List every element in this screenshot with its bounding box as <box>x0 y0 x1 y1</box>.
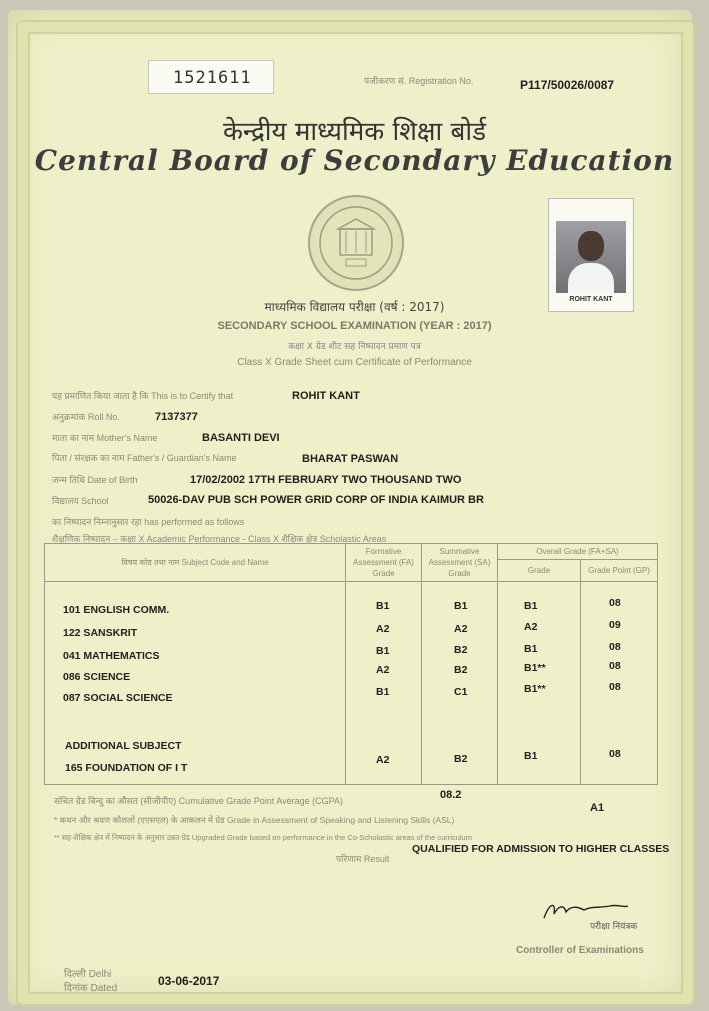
overall-grade: B1 <box>524 643 538 655</box>
issue-date: 03-06-2017 <box>158 974 220 988</box>
academic-performance-label: शैक्षणिक निष्पादन – कक्षा X Academic Performance - Class X शैक्षिक क्षेत्र Scholastic Areas <box>52 534 387 544</box>
place-label <box>64 966 111 980</box>
dated-label-hindi: दिनांक <box>64 983 88 994</box>
dob-label: जन्म तिथि Date of Birth <box>52 475 138 485</box>
grade-point-column <box>581 582 658 785</box>
serial-number: 1521611 <box>148 60 274 94</box>
place-label-english: Delhi <box>88 969 112 980</box>
grade-point: 08 <box>609 660 621 672</box>
header-grade-point: Grade Point (GP) <box>581 560 658 582</box>
cgpa-value: 08.2 <box>440 789 462 801</box>
additional-subject-label: ADDITIONAL SUBJECT <box>65 740 182 752</box>
board-name-english: Central Board of Secondary Education <box>34 144 675 177</box>
subject-name: 086 SCIENCE <box>63 671 131 683</box>
dated-label-english: Dated <box>90 983 118 994</box>
subject-name: 041 MATHEMATICS <box>63 650 160 662</box>
subject-name: 101 ENGLISH COMM. <box>63 604 170 616</box>
subjects-column <box>45 582 346 785</box>
header-fa: Formative Assessment (FA) Grade <box>346 544 422 582</box>
overall-grade: A2 <box>524 621 538 633</box>
asl-label: * कथन और श्रवण कौशलों (एएसएल) के आकलन में ग्रेड Grade in Assessment of Speaking and Listening Skills (ASL) <box>54 815 455 825</box>
grades-table <box>44 543 658 785</box>
school-label: विद्यालय School <box>52 496 109 506</box>
place-label-hindi: दिल्ली <box>64 969 86 980</box>
cgpa-label: संचित ग्रेड बिन्दु का औसत (सीजीपीए) Cumulative Grade Point Average (CGPA) <box>54 796 343 806</box>
board-name-hindi: केन्द्रीय माध्यमिक शिक्षा बोर्ड <box>222 117 487 147</box>
header-subject: विषय कोड तथा नाम Subject Code and Name <box>45 544 346 582</box>
father-name: BHARAT PASWAN <box>302 453 399 465</box>
grade-point: 08 <box>609 597 621 609</box>
certificate-type-english: Class X Grade Sheet cum Certificate of Performance <box>237 357 472 368</box>
performed-label: का निष्पादन निम्नानुसार रहा has performed as follows <box>52 517 245 527</box>
grade-point: 08 <box>609 641 621 653</box>
sa-grade: C1 <box>454 686 468 698</box>
controller-title-hindi: परीक्षा नियंत्रक <box>590 922 638 932</box>
fa-grade: A2 <box>376 754 390 766</box>
registration-number: P117/50026/0087 <box>520 78 615 92</box>
date-of-birth: 17/02/2002 17TH FEBRUARY TWO THOUSAND TWO <box>190 474 462 486</box>
cbse-emblem-icon <box>308 195 404 291</box>
header-sa: Summative Assessment (SA) Grade <box>422 544 498 582</box>
registration-label: पंजीकरण सं. Registration No. <box>364 76 474 86</box>
grade-point: 08 <box>609 748 621 760</box>
school-name: 50026-DAV PUB SCH POWER GRID CORP OF INDIA KAIMUR BR <box>148 494 484 506</box>
sa-grade: B2 <box>454 664 468 676</box>
overall-grade: B1 <box>524 750 538 762</box>
sa-grade: B1 <box>454 600 468 612</box>
student-photo <box>548 198 634 312</box>
exam-title-english: SECONDARY SCHOOL EXAMINATION (YEAR : 2017) <box>217 320 492 332</box>
overall-grade-column <box>498 582 581 785</box>
grade-point: 08 <box>609 681 621 693</box>
sa-column <box>422 582 498 785</box>
certificate-type-hindi: कक्षा X ग्रेड शीट सह निष्पादन प्रमाण पत्र <box>288 342 421 352</box>
fa-grade: A2 <box>376 664 390 676</box>
sa-grade: A2 <box>454 623 468 635</box>
photo-caption: ROHIT KANT <box>569 296 613 303</box>
student-name: ROHIT KANT <box>292 390 360 402</box>
mother-name: BASANTI DEVI <box>202 432 280 444</box>
fa-grade: B1 <box>376 645 390 657</box>
mother-label: माता का नाम Mother's Name <box>52 433 158 443</box>
fa-grade: B1 <box>376 600 390 612</box>
dated-label <box>64 980 117 994</box>
subject-name: 087 SOCIAL SCIENCE <box>63 692 173 704</box>
sa-grade: B2 <box>454 753 468 765</box>
sa-grade: B2 <box>454 644 468 656</box>
exam-title-hindi: माध्यमिक विद्यालय परीक्षा (वर्ष : 2017) <box>264 300 445 314</box>
grade-point: 09 <box>609 619 621 631</box>
result-label: परिणाम Result <box>336 854 390 864</box>
result-value: QUALIFIED FOR ADMISSION TO HIGHER CLASSES <box>412 843 670 855</box>
fa-grade: A2 <box>376 623 390 635</box>
overall-grade: B1 <box>524 600 538 612</box>
certify-label: यह प्रमाणित किया जाता है कि This is to Certify that <box>52 391 234 401</box>
roll-label: अनुक्रमांक Roll No. <box>52 412 120 422</box>
father-label: पिता / संरक्षक का नाम Father's / Guardian's Name <box>52 453 237 463</box>
subject-name: 122 SANSKRIT <box>63 627 138 639</box>
roll-number: 7137377 <box>155 411 198 423</box>
overall-grade: B1** <box>524 662 546 674</box>
asl-grade: A1 <box>590 802 605 814</box>
fa-column <box>346 582 422 785</box>
controller-title-english: Controller of Examinations <box>516 945 644 956</box>
overall-grade: B1** <box>524 683 546 695</box>
upgraded-grade-note: ** सह-शैक्षिक क्षेत्र में निष्पादन के अनुसार उन्नत ग्रेड Upgraded Grade based on performance in the Co-Scholastic areas of the curriculum <box>54 833 472 842</box>
header-grade: Grade <box>498 560 581 582</box>
subject-name: 165 FOUNDATION OF I T <box>65 762 188 774</box>
header-overall: Overall Grade (FA+SA) <box>498 544 658 560</box>
fa-grade: B1 <box>376 686 390 698</box>
